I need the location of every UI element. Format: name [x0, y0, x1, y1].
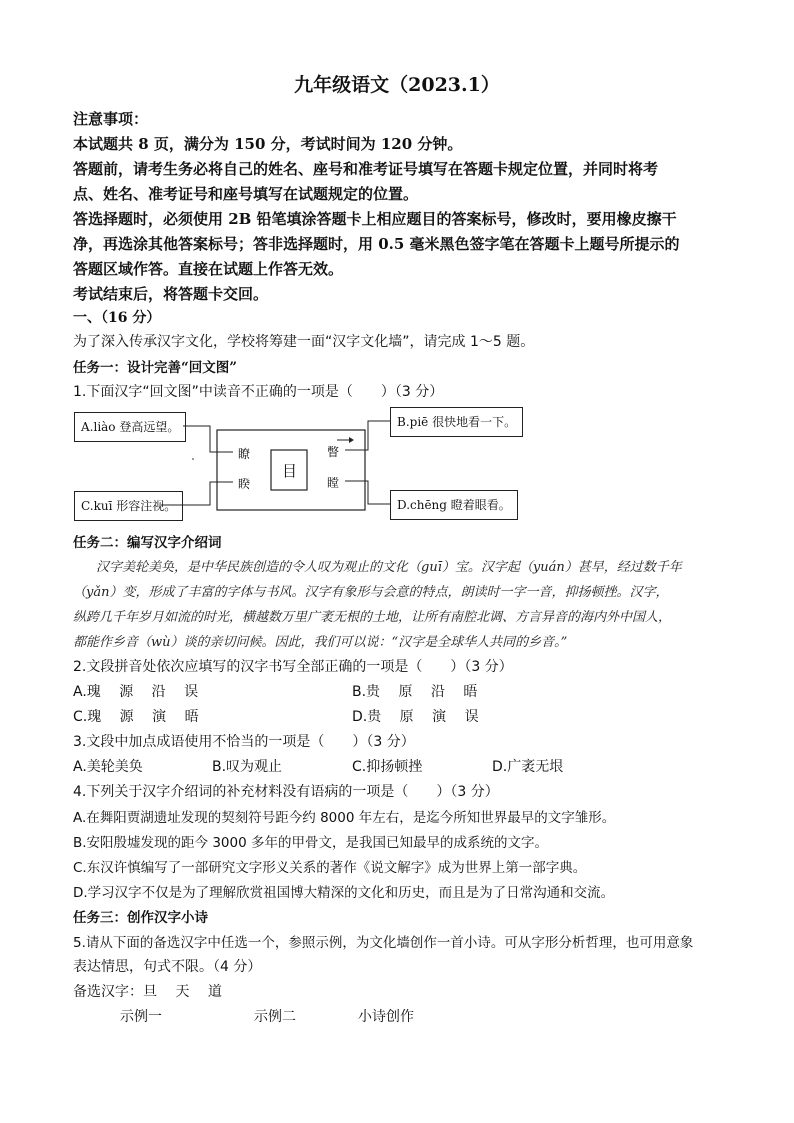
- question-5: 5.请从下面的备选汉字中任选一个，参照示例，为文化墙创作一首小诗。可从字形分析哲理，也可用意象: [73, 935, 694, 951]
- notice-line: 点、姓名、准考证号和座号填写在试题规定的位置。: [73, 185, 419, 203]
- passage-line: 纵跨几千年岁月如流的时光，横越数万里广袤无根的土地，让所有南腔北调、方言异音的海内外中国人，: [73, 610, 672, 625]
- char-top-right: 瞥: [327, 445, 340, 459]
- q3-option-a: A.美轮美奂: [73, 759, 143, 775]
- q4-option-c: C.东汉许慎编写了一部研究文字形义关系的著作《说文解字》成为世界上第一部字典。: [73, 860, 587, 876]
- option-box-b: B.piē 很快地看一下。: [390, 407, 523, 437]
- char-bottom-left: 睽: [238, 477, 251, 491]
- q2-option-d: D.贵 原 演 误: [352, 709, 479, 725]
- q4-option-b: B.安阳殷墟发现的距今 3000 多年的甲骨文，是我国已知最早的成系统的文字。: [73, 835, 548, 851]
- question-3: 3.文段中加点成语使用不恰当的一项是（ ）（3 分）: [73, 734, 415, 750]
- column-example-2: 示例二: [254, 1009, 296, 1025]
- notice-line: 考试结束后，将答题卡交回。: [73, 285, 269, 303]
- notice-line: 净，再选涂其他答案标号；答非选择题时，用 0.5 毫米黑色签字笔在答题卡上题号所提示的: [73, 235, 680, 253]
- notice-line: 答题前，请考生务必将自己的姓名、座号和准考证号填写在答题卡规定位置，并同时将考: [73, 160, 659, 178]
- q3-option-b: B.叹为观止: [212, 759, 283, 775]
- question-2: 2.文段拼音处依次应填写的汉字书写全部正确的一项是（ ）（3 分）: [73, 659, 513, 675]
- task1-heading: 任务一：设计完善“回文图”: [73, 360, 238, 376]
- option-box-c: C.kuī 形容注视。: [74, 491, 183, 521]
- center-char: 目: [282, 462, 298, 480]
- page-title: 九年级语文（2023.1）: [294, 74, 500, 96]
- notice-line: 答题区域作答。直接在试题上作答无效。: [73, 260, 344, 278]
- passage-line: （yǎn）变，形成了丰富的字体与书风。汉字有象形与会意的特点，朗读时一字一音，抑扬顿挫。汉字，: [73, 585, 669, 600]
- passage-line: 汉字美轮美奂，是中华民族创造的令人叹为观止的文化（guī）宝。汉字起（yuán）甚早，经过数千年: [96, 560, 682, 575]
- question-4: 4.下列关于汉字介绍词的补充材料没有语病的一项是（ ）（3 分）: [73, 784, 499, 800]
- task3-heading: 任务三：创作汉字小诗: [73, 910, 208, 926]
- notice-heading: 注意事项：: [73, 110, 149, 128]
- q4-option-d: D.学习汉字不仅是为了理解欣赏祖国博大精深的文化和历史，而且是为了日常沟通和交流。: [73, 885, 615, 901]
- q3-option-c: C.抑扬顿挫: [352, 759, 423, 775]
- section-heading: 一、（16 分）: [73, 310, 161, 326]
- candidate-chars: 备选汉字：旦 天 道: [73, 984, 222, 1000]
- section-intro: 为了深入传承汉字文化，学校将筹建一面“汉字文化墙”，请完成 1～5 题。: [73, 334, 535, 350]
- q2-option-c: C.瑰 源 演 晤: [73, 709, 199, 725]
- q2-option-b: B.贵 原 沿 晤: [352, 684, 478, 700]
- option-box-d: D.chēng 瞪着眼看。: [390, 490, 518, 520]
- char-bottom-right: 瞠: [327, 476, 340, 490]
- column-example-1: 示例一: [120, 1009, 162, 1025]
- task2-heading: 任务二：编写汉字介绍词: [73, 535, 222, 551]
- option-box-a: A.liào 登高远望。: [74, 412, 186, 442]
- q4-option-a: A.在舞阳贾湖遗址发现的契刻符号距今约 8000 年左右，是迄今所知世界最早的文字雏形。: [73, 810, 616, 826]
- q2-option-a: A.瑰 源 沿 误: [73, 684, 199, 700]
- question-1: 1.下面汉字“回文图”中读音不正确的一项是（ ）（3 分）: [73, 384, 444, 400]
- notice-line: 答选择题时，必须使用 2B 铅笔填涂答题卡上相应题目的答案标号，修改时，要用橡皮擦干: [73, 210, 677, 228]
- column-poem-creation: 小诗创作: [358, 1009, 414, 1025]
- q3-option-d: D.广袤无垠: [492, 759, 564, 775]
- notice-line: 本试题共 8 页，满分为 150 分，考试时间为 120 分钟。: [73, 135, 463, 153]
- question-5-cont: 表达情思，句式不限。（4 分）: [73, 959, 262, 975]
- char-top-left: 瞭: [238, 447, 251, 461]
- passage-line: 都能作乡音（wù）谈的亲切问候。因此，我们可以说：“汉字是全球华人共同的乡音。”: [73, 635, 568, 650]
